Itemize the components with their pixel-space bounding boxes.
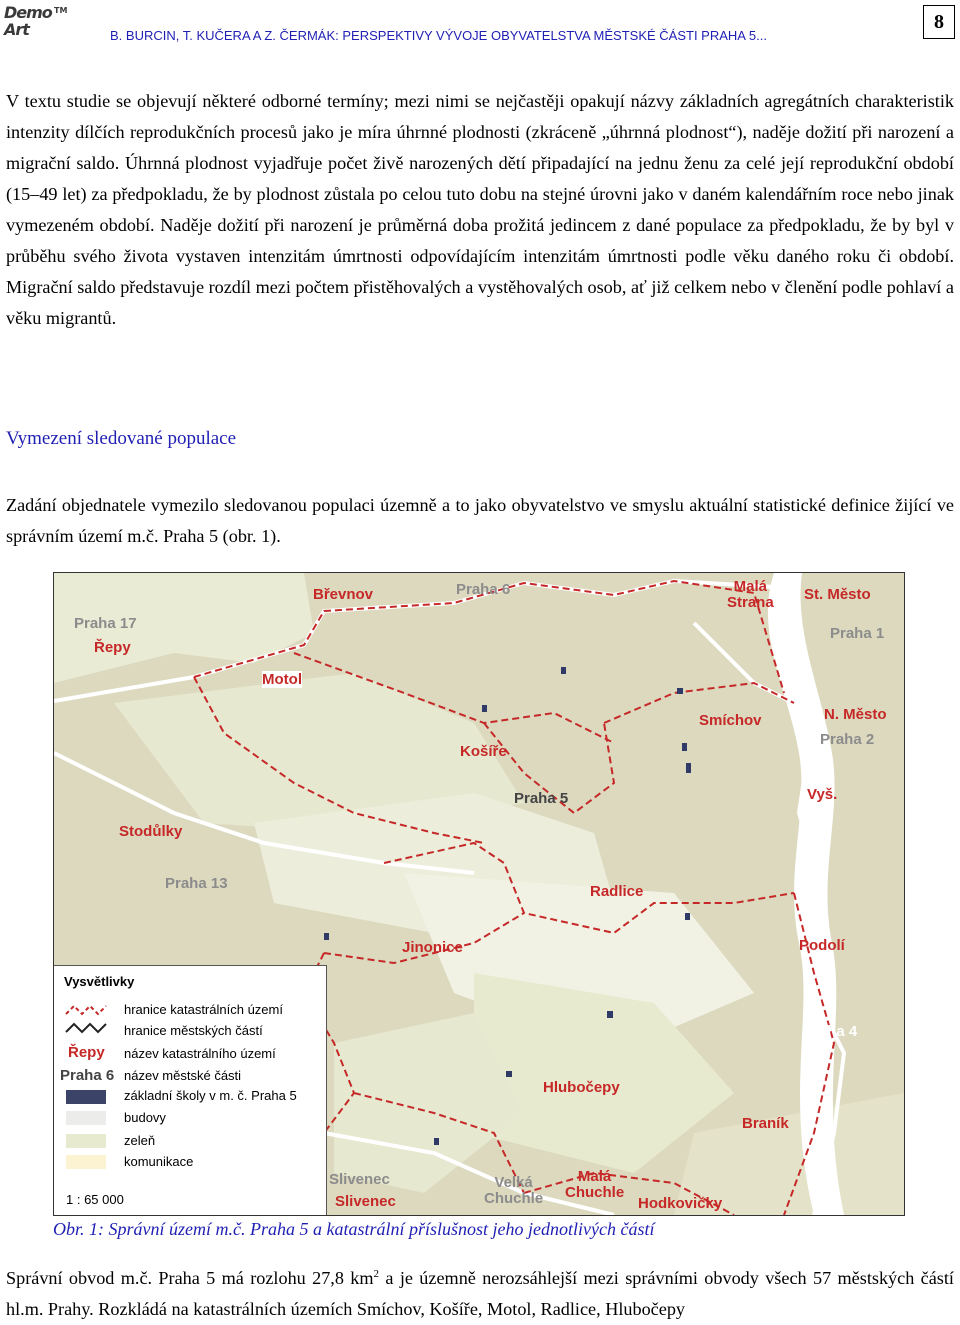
map-label-slivenec: Slivenec	[335, 1193, 396, 1210]
legend-kat-boundary: hranice katastrálních území	[124, 1002, 283, 1017]
map-label-male-strana: Malá Strana	[727, 578, 774, 611]
map-label-hodkovicky: Hodkovičky	[638, 1195, 723, 1212]
map-label-praha6: Praha 6	[456, 581, 511, 598]
school-marker	[506, 1071, 512, 1077]
legend-title: Vysvětlivky	[64, 974, 135, 989]
section-heading: Vymezení sledované populace	[6, 428, 237, 449]
map-label-praha17: Praha 17	[74, 615, 137, 632]
legend-roads: komunikace	[124, 1154, 194, 1169]
map-label-praha1: Praha 1	[830, 625, 885, 642]
map-label-praha2: Praha 2	[820, 731, 875, 748]
paragraph-area-start: Správní obvod m.č. Praha 5 má rozlohu 27,8 km	[6, 1268, 374, 1289]
legend-buildings: budovy	[124, 1110, 166, 1125]
map-label-slivenec-mc: Slivenec	[329, 1171, 390, 1188]
paragraph-area	[6, 1259, 954, 1325]
map-label-kosire: Košíře	[460, 743, 507, 760]
paragraph-area-end: a je územně nerozsáhlejší mezi správními obvody všech 57 městských částí hl.m. Prahy. Rozkládá na katastrálních územích Smíchov, Košíře, Motol, Radlice, Hlubočepy	[6, 1268, 954, 1320]
school-marker	[561, 667, 566, 674]
logo-line2: Art	[4, 20, 29, 39]
map-label-smichov: Smíchov	[699, 712, 762, 729]
map-legend	[54, 965, 327, 1216]
map-label-velka-chuchle: Velká Chuchle	[484, 1174, 544, 1207]
school-marker	[682, 743, 687, 751]
map-label-hlubocepy: Hlubočepy	[543, 1079, 620, 1096]
map-label-mala-chuchle: Malá Chuchle	[565, 1168, 625, 1201]
map-label-praha4: Praha 4	[803, 1023, 858, 1040]
map-figure	[53, 572, 905, 1216]
legend-green-swatch	[66, 1134, 106, 1148]
legend-sample-mc: Praha 6	[60, 1067, 115, 1084]
running-head: B. BURCIN, T. KUČERA A Z. ČERMÁK: PERSPEKTIVY VÝVOJE OBYVATELSTVA MĚSTSKÉ ČÁSTI PRAHA 5...	[110, 28, 767, 43]
legend-sample-kat: Řepy	[68, 1044, 105, 1061]
map-label-repy: Řepy	[94, 639, 131, 656]
school-marker	[434, 1138, 439, 1145]
page-number: 8	[923, 5, 955, 39]
logo-line1: Demo	[4, 3, 52, 22]
legend-schools: základní školy v m. č. Praha 5	[124, 1088, 297, 1103]
paragraph-terms: V textu studie se objevují některé odborné termíny; mezi nimi se nejčastěji opakují názvy základních agregátních charakteristik intenzity dílčích reprodukčních procesů jako je míra úhrnné plodnosti (zkráceně „úhrnná plodnost“), naděje dožití při narození a migrační saldo. Úhrnná plodnost vyjadřuje počet živě narozených dětí připadající na jednu ženu za celé její reprodukční období (15–49 let) za předpokladu, že by plodnost zůstala po celou tuto dobu na stejné úrovni jako v daném kalendářním roce nebo jinak vymezeném období. Naděje dožití při narození je průměrná doba prožitá jedincem z dané populace za předpokladu, že by byl v průběhu svého života vystaven intenzitám úmrtnosti odpovídajícím intenzitám úmrtnosti podle věku daného roku či období. Migrační saldo představuje rozdíl mezi počtem přistěhovalých a vystěhovalých osob, ať již celkem nebo v členění podle pohlaví a věku migrantů.	[6, 91, 954, 328]
logo-tm: TM	[54, 6, 68, 15]
paragraph-area-sup: 2	[373, 1268, 380, 1280]
map-label-podoli: Podolí	[799, 937, 845, 954]
legend-scale: 1 : 65 000	[66, 1192, 124, 1207]
map-label-vys: Vyš.	[807, 786, 838, 803]
legend-mc-boundary: hranice městských částí	[124, 1023, 263, 1038]
map-label-n-mesto: N. Město	[824, 706, 887, 723]
map-label-st-mesto: St. Město	[804, 586, 871, 603]
school-marker	[324, 933, 329, 940]
school-marker	[607, 1011, 613, 1018]
school-marker	[482, 705, 487, 712]
legend-roads-swatch	[66, 1155, 106, 1169]
map-label-praha13: Praha 13	[165, 875, 228, 892]
map-label-jinonice: Jinonice	[402, 939, 463, 956]
legend-school-swatch	[66, 1090, 106, 1104]
map-label-brevnov: Břevnov	[313, 586, 374, 603]
map-label-radlice: Radlice	[590, 883, 644, 900]
map-label-praha5: Praha 5	[514, 790, 569, 807]
legend-boundary-symbols	[64, 1002, 110, 1036]
map-label-motol: Motol	[262, 671, 302, 688]
legend-mc-name: název městské části	[124, 1068, 242, 1083]
map-label-branik: Braník	[742, 1115, 789, 1132]
figure-caption: Obr. 1: Správní území m.č. Praha 5 a katastrální příslušnost jeho jednotlivých částí	[53, 1219, 655, 1239]
school-marker	[685, 913, 690, 920]
paragraph-population: Zadání objednatele vymezilo sledovanou populaci územně a to jako obyvatelstvo ve smyslu aktuální statistické definice žijící ve správním území m.č. Praha 5 (obr. 1).	[6, 495, 954, 546]
legend-green: zeleň	[124, 1133, 156, 1148]
legend-kat-name: název katastrálního území	[124, 1046, 276, 1061]
school-marker	[686, 763, 691, 771]
map-label-stodulky: Stodůlky	[119, 823, 183, 840]
demo-art-logo	[4, 3, 66, 43]
legend-buildings-swatch	[66, 1111, 106, 1125]
school-marker	[677, 688, 683, 694]
